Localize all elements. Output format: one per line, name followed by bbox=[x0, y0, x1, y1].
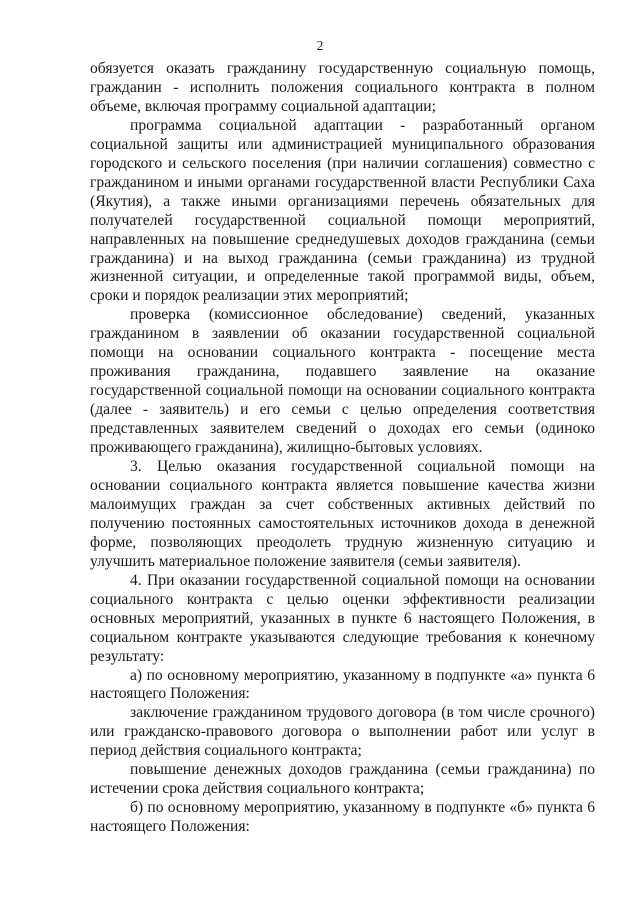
paragraph: обязуется оказать гражданину государственную социальную помощь, гражданин - исполнить положения социального контракта в полном объеме, включая программу социальной адаптации; bbox=[90, 60, 595, 115]
page-number: 2 bbox=[316, 38, 324, 53]
paragraph: а) по основному мероприятию, указанному в подпункте «а» пункта 6 настоящего Положения: bbox=[90, 666, 595, 703]
paragraph: заключение гражданином трудового договора (в том числе срочного) или гражданско-правового договора о выполнении работ или услуг в период действия социального контракта; bbox=[90, 704, 595, 760]
paragraph: 3. Целью оказания государственной социальной помощи на основании социального контракта является повышение качества жизни малоимущих граждан за счет собственных активных действий по получению постоянных самостоятельных источников дохода в денежной форме, позволяющих преодолеть трудную жизненную ситуацию и улучшить материальное положение заявителя (семьи заявителя). bbox=[90, 458, 595, 570]
document-body bbox=[90, 60, 595, 837]
paragraph: б) по основному мероприятию, указанному в подпункте «б» пункта 6 настоящего Положения: bbox=[90, 799, 595, 836]
paragraph: проверка (комиссионное обследование) сведений, указанных гражданином в заявлении об оказании государственной социальной помощи на основании социального контракта - посещение места проживания гражданина, подавшего заявление на оказание государственной социальной помощи на основании социального контракта (далее - заявитель) и его семьи с целью определения соответствия представленных заявителем сведений о доходах его семьи (одиноко проживающего гражданина), жилищно-бытовых условиях. bbox=[90, 306, 595, 457]
paragraph: 4. При оказании государственной социальной помощи на основании социального контракта с целью оценки эффективности реализации основных мероприятий, указанных в пункте 6 настоящего Положения, в социальном контракте указываются следующие требования к конечному результату: bbox=[90, 571, 595, 665]
paragraph: повышение денежных доходов гражданина (семьи гражданина) по истечении срока действия социального контракта; bbox=[90, 761, 595, 798]
paragraph: программа социальной адаптации - разработанный органом социальной защиты или администрацией муниципального образования городского и сельского поселения (при наличии соглашения) совместно с гражданином и иными органами государственной власти Республики Саха (Якутия), а также иными организациями перечень обязательных для получателей государственной социальной помощи мероприятий, направленных на повышение среднедушевых доходов гражданина (семьи гражданина) и на выход гражданина (семьи гражданина) из трудной жизненной ситуации, и определенные такой программой виды, объем, сроки и порядок реализации этих мероприятий; bbox=[90, 116, 595, 305]
